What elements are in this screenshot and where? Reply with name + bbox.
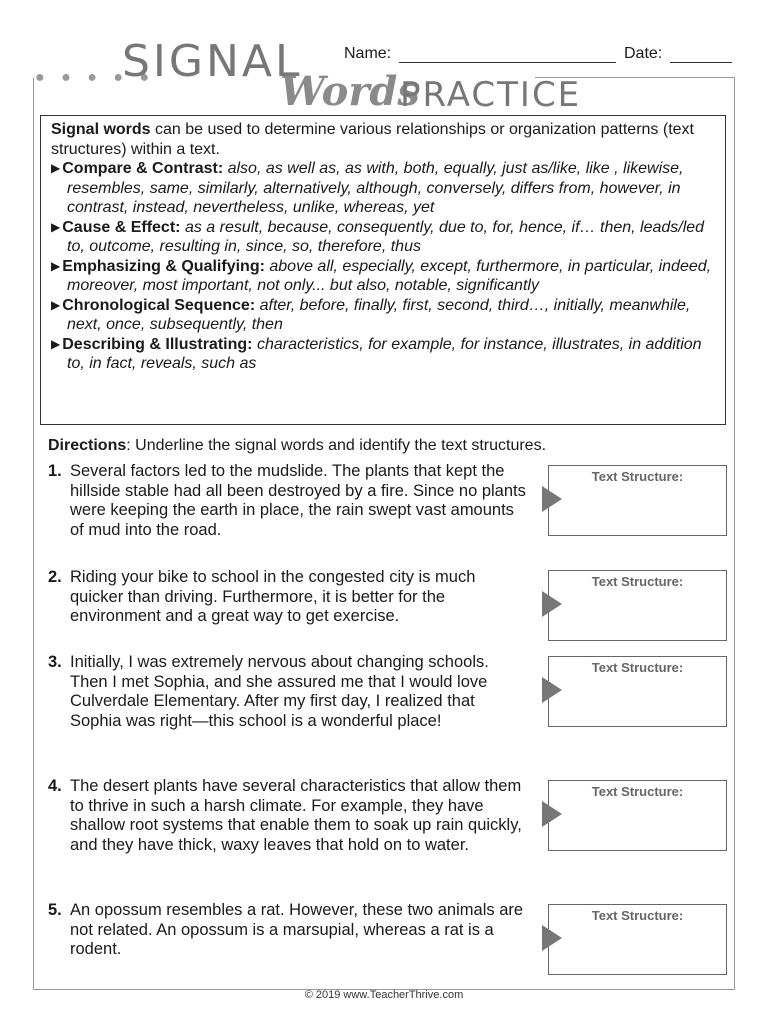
text-structure-box-3[interactable]: [548, 656, 727, 727]
arrow-icon: [542, 677, 562, 703]
text-structure-label: Text Structure:: [591, 574, 684, 589]
text-structure-label: Text Structure:: [591, 784, 684, 799]
title-words: Words: [280, 68, 420, 115]
question-text: Riding your bike to school in the congested city is much quicker than driving. Furthermore, it is better for the environment and a great way to get exercise.: [70, 568, 476, 625]
category-name: Cause & Effect: [62, 218, 176, 236]
question-text: An opossum resembles a rat. However, these two animals are not related. An opossum is a marsupial, whereas a rat is a rodent.: [70, 901, 524, 958]
category-emphasizing-qualifying: ▶ Emphasizing & Qualifying: above all, especially, except, furthermore, in particular, indeed, moreover, most important, not only... but also, notable, significantly: [51, 257, 712, 294]
category-chronological-sequence: ▶ Chronological Sequence: after, before, finally, first, second, third…, initially, meanwhile, next, once, subsequently, then: [51, 296, 691, 333]
category-cause-effect: ▶ Cause & Effect: as a result, because, consequently, due to, for, hence, if… then, leads/led to, outcome, resulting in, since, so, therefore, thus: [51, 218, 705, 255]
triangle-bullet-icon: ▶: [51, 297, 61, 312]
question-5: [48, 901, 528, 960]
text-structure-box-5[interactable]: [548, 904, 727, 975]
text-structure-label: Text Structure:: [591, 908, 684, 923]
category-words: above all, especially, except, furthermore, in particular, indeed, moreover, most important, not only... but also, notable, significantly: [67, 257, 712, 294]
title-signal: SIGNAL: [122, 36, 303, 87]
text-structure-box-2[interactable]: [548, 570, 727, 641]
frame-top-border: [535, 77, 735, 78]
footer-copyright: © 2019 www.TeacherThrive.com: [304, 989, 464, 1001]
decorative-dots-left: ● ● ● ● ●: [35, 69, 156, 86]
arrow-icon: [542, 925, 562, 951]
question-number: 2.: [48, 568, 62, 586]
text-structure-label: Text Structure:: [591, 469, 684, 484]
name-field[interactable]: [399, 62, 616, 63]
arrow-icon: [542, 801, 562, 827]
question-2: [48, 568, 528, 627]
signal-intro-bold: Signal words: [51, 121, 151, 138]
question-text: Several factors led to the mudslide. The plants that kept the hillside stable had all been destroyed by a fire. Since no plants were keeping the earth in place, the rain swept vast amounts of mud into the road.: [70, 462, 526, 539]
directions-text: : Underline the signal words and identify the text structures.: [126, 437, 547, 454]
question-number: 1.: [48, 462, 62, 480]
category-words: also, as well as, as with, both, equally, just as/like, like , likewise, resembles, same, similarly, alternatively, although, conversely, differs from, however, in contrast, instead, nevertheless, unlike, whereas, yet: [67, 160, 684, 216]
category-words: as a result, because, consequently, due to, for, hence, if… then, leads/led to, outcome, resulting in, since, so, therefore, thus: [67, 218, 705, 255]
directions-label: Directions: [48, 437, 127, 454]
category-words: characteristics, for example, for instance, illustrates, in addition to, in fact, reveals, such as: [67, 335, 702, 372]
category-name: Emphasizing & Qualifying: [62, 257, 260, 275]
date-label: Date:: [624, 45, 663, 62]
signal-intro: [51, 120, 715, 159]
category-compare-contrast: ▶ Compare & Contrast: also, as well as, as with, both, equally, just as/like, like , likewise, resembles, same, similarly, alternatively, although, conversely, differs from, however, in contrast, instead, nevertheless, unlike, whereas, yet: [51, 160, 684, 216]
arrow-icon: [542, 591, 562, 617]
question-1: [48, 462, 528, 540]
question-number: 5.: [48, 901, 62, 919]
question-4: [48, 777, 528, 855]
text-structure-box-4[interactable]: [548, 780, 727, 851]
triangle-bullet-icon: ▶: [51, 161, 61, 175]
category-name: Describing & Illustrating: [62, 335, 248, 353]
text-structure-label: Text Structure:: [591, 660, 684, 675]
question-number: 4.: [48, 777, 62, 795]
date-field[interactable]: [670, 62, 732, 63]
signal-intro-text: can be used to determine various relationships or organization patterns (text structures) within a text.: [51, 121, 694, 158]
signal-words-box: [40, 115, 726, 425]
text-structure-box-1[interactable]: [548, 465, 727, 536]
category-name: Compare & Contrast: [62, 160, 218, 177]
triangle-bullet-icon: ▶: [51, 336, 61, 351]
title-practice: PRACTICE: [400, 75, 582, 115]
category-name: Chronological Sequence: [62, 296, 250, 314]
question-3: [48, 653, 528, 731]
question-text: Initially, I was extremely nervous about changing schools. Then I met Sophia, and she assured me that I would love Culverdale Elementary. After my first day, I realized that Sophia was right—this school is a wonderful place!: [70, 653, 489, 730]
triangle-bullet-icon: ▶: [51, 219, 61, 234]
question-number: 3.: [48, 653, 62, 671]
name-label: Name:: [344, 45, 392, 62]
category-words: after, before, finally, first, second, third…, initially, meanwhile, next, once, subsequently, then: [67, 296, 691, 333]
directions: [48, 437, 546, 455]
question-text: The desert plants have several characteristics that allow them to thrive in such a harsh climate. For example, they have shallow root systems that enable them to soak up rain quickly, and they have thick, waxy leaves that hold on to water.: [70, 777, 522, 854]
triangle-bullet-icon: ▶: [51, 258, 61, 273]
arrow-icon: [542, 486, 562, 512]
category-describing-illustrating: ▶ Describing & Illustrating: characteristics, for example, for instance, illustrates, in addition to, in fact, reveals, such as: [51, 335, 702, 372]
